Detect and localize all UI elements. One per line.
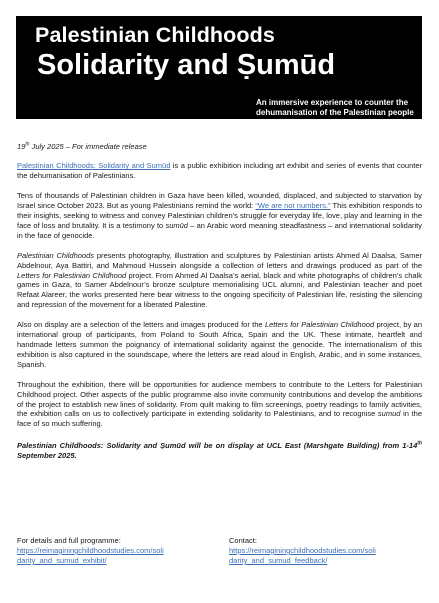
- header-banner: [16, 16, 422, 119]
- paragraph-artists: Palestinian Childhoods presents photography, illustration and sculptures by Palestinian artists Ahmed Al Daalsa, Samer Abdelnour, Aya Battiri, and Mahmoud Hussein alongside a collection of letters and drawings produced as part of the Letters for Palestinian Childhood project. From Ahmed Al Daalsa’s aerial, black and white photographs of children’s chalk games in Gaza, to Samer Abdelnour’s bronze sculpture memorialising UCL alumni, and Palestinian teacher and poet Refaat Alareer, the works presented here bear witness to the ongoing specificity of Palestinian life, resisting the silencing and repression of the movement for a liberated Palestine.: [17, 250, 422, 310]
- banner-subtitle: An immersive experience to counter the dehumanisation of the Palestinian people: [256, 98, 414, 117]
- contact-label: Contact:: [229, 536, 257, 545]
- paragraph-letters: Also on display are a selection of the letters and images produced for the Letters for Palestinian Childhood project, by an international group of participants, from Poland to South Africa, Spain and the UK. These intimate, heartfelt and handmade letters summon the poignancy of international solidarity against the genocide. The internationalism of this exhibition is also captured in the soundscape, where the letters are read aloud in English, Arabic, and in some instances, Spanish.: [17, 320, 423, 369]
- paragraph-programme: Throughout the exhibition, there will be opportunities for audience members to contribute to the Letters for Palestinian Childhood project. Other aspects of the public programme also invite community contributions and develop the ambitions of the project to establish new lines of solidarity. From quilt making to film screenings, poetry readings to family activities, the exhibition calls on us to collectively participate in extending solidarity to Palestinians, and to recognise sumud in the face of so much suffering.: [17, 379, 422, 429]
- not-numbers-link[interactable]: “We are not numbers.”: [255, 201, 331, 211]
- details-block: [17, 536, 207, 566]
- details-label: For details and full programme:: [17, 536, 121, 545]
- exhibit-url-link[interactable]: https://reimaginingchildhoodstudies.com/soli darity_and_sumud_exhibit/: [17, 546, 164, 565]
- feedback-url-link[interactable]: https://reimaginingchildhoodstudies.com/soli darity_and_sumud_feedback/: [229, 546, 376, 565]
- release-date: 19th July 2025 – For immediate release: [17, 141, 147, 151]
- paragraph-dates: Palestinian Childhoods: Solidarity and Ṣumūd will be on display at UCL East (Marshgate Building) from 1-14th September 2025.: [17, 440, 422, 460]
- contact-block: [229, 536, 419, 566]
- paragraph-context: Tens of thousands of Palestinian children in Gaza have been killed, wounded, displaced, and subjected to starvation by Israel since October 2023. But as young Palestinians remind the world: “We are not numbers.” This exhibition responds to their insights, seeking to witness and convey Palestinian children’s struggle for everyday life, love, play and learning in the face of loss and brutality. It is a testimony to sumūd – an Arabic word meaning steadfastness – and international solidarity in the face of genocide.: [17, 191, 423, 240]
- banner-title-line2: Solidarity and Ṣumūd: [37, 49, 336, 81]
- banner-title-line1: Palestinian Childhoods: [35, 23, 275, 47]
- paragraph-intro: Palestinian Childhoods: Solidarity and Sumūd is a public exhibition including art exhibit and series of events that counter the dehumanisation of Palestinians.: [17, 161, 422, 181]
- press-release-body: [17, 140, 422, 471]
- exhibition-link[interactable]: Palestinian Childhoods: Solidarity and Sumūd: [17, 161, 171, 171]
